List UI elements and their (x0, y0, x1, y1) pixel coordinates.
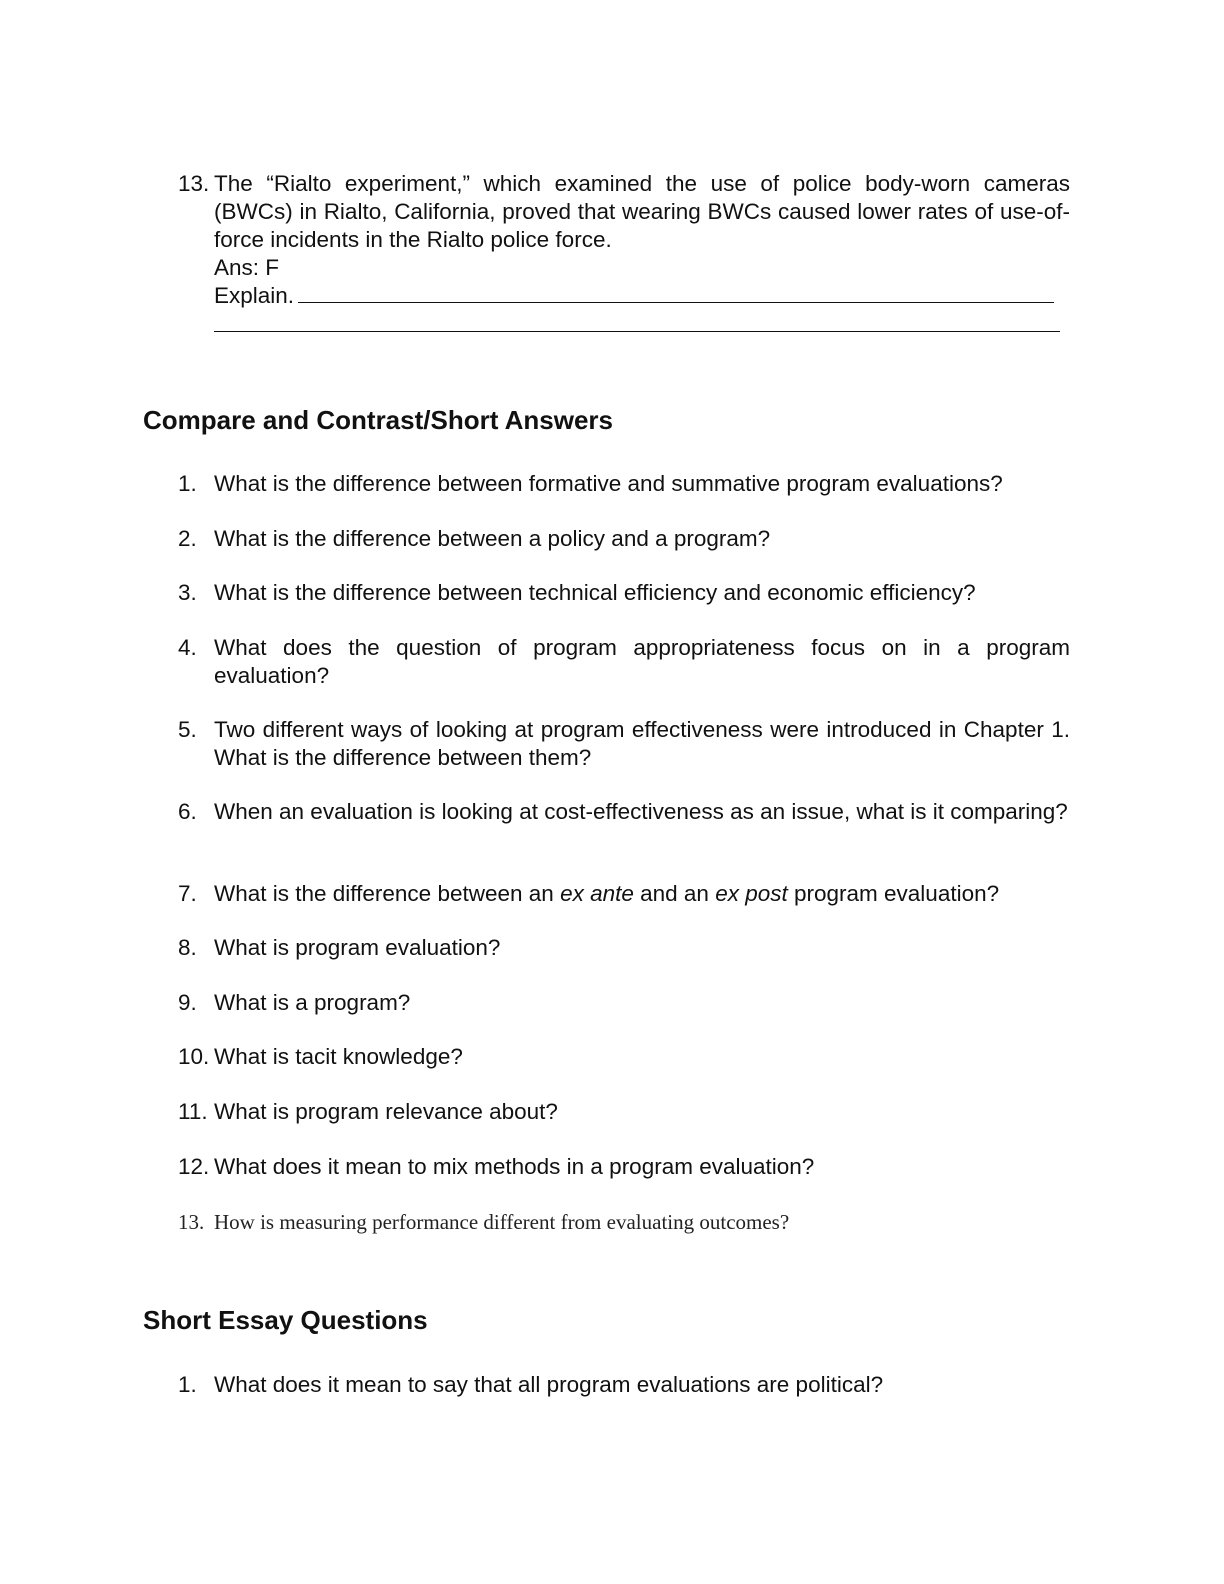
section-heading-essay: Short Essay Questions (143, 1305, 428, 1335)
text-segment: program evaluation? (787, 881, 1000, 906)
list-item-number: 5. (178, 717, 197, 742)
list-item (178, 1098, 1070, 1126)
list-item (178, 634, 1070, 690)
text-segment: What is the difference between an (214, 881, 561, 906)
list-item-number: 6. (178, 799, 197, 824)
explain-label: Explain. (214, 283, 295, 308)
list-item (178, 525, 1070, 553)
list-item (178, 798, 1070, 826)
list-item-text: What is program relevance about? (214, 1099, 558, 1124)
list-item (178, 470, 1070, 498)
list-item (178, 1153, 1070, 1181)
list-item-text (214, 880, 1070, 908)
list-item-number: 1. (178, 471, 197, 496)
question-text: The “Rialto experiment,” which examined the use of police body-worn cameras (BWCs) in Rialto, California, proved that wearing BWCs caused lower rates of use-of-force incidents in the Rialto police force. (214, 171, 1070, 252)
list-item-number: 3. (178, 580, 197, 605)
italic-term: ex ante (560, 881, 634, 906)
list-item-text: What does it mean to say that all program evaluations are political? (214, 1372, 884, 1397)
list-item (178, 579, 1070, 607)
explain-blank-line-2 (214, 331, 1060, 332)
list-item-text: What is the difference between formative and summative program evaluations? (214, 471, 1003, 496)
explain-row (214, 282, 1070, 310)
list-item (178, 880, 1070, 908)
list-item-text: What is the difference between a policy and a program? (214, 526, 771, 551)
list-item-text: Two different ways of looking at program effectiveness were introduced in Chapter 1. What is the difference between them? (214, 717, 1070, 770)
list-item-text: What does the question of program appropriateness focus on in a program evaluation? (214, 635, 1070, 688)
answer-text: Ans: F (214, 255, 280, 280)
list-item-number: 2. (178, 526, 197, 551)
list-item-text: What is tacit knowledge? (214, 1044, 463, 1069)
explain-blank-line (298, 282, 1054, 303)
list-item-text: How is measuring performance different from evaluating outcomes? (214, 1210, 790, 1234)
list-item-number: 13. (178, 1210, 205, 1234)
list-item (178, 934, 1070, 962)
list-item-number: 9. (178, 990, 197, 1015)
section-heading-compare: Compare and Contrast/Short Answers (143, 405, 614, 435)
text-segment: and an (633, 881, 716, 906)
list-item (178, 989, 1070, 1017)
question-number: 13. (178, 171, 210, 196)
list-item-number: 11. (178, 1099, 208, 1124)
list-item-text: What does it mean to mix methods in a program evaluation? (214, 1154, 815, 1179)
list-item-number: 8. (178, 935, 197, 960)
list-item (178, 716, 1070, 772)
list-item-text: What is the difference between technical efficiency and economic efficiency? (214, 580, 976, 605)
list-item-text: When an evaluation is looking at cost-effectiveness as an issue, what is it comparing? (214, 799, 1068, 824)
list-item-number: 10. (178, 1044, 210, 1069)
list-item-text: What is a program? (214, 990, 411, 1015)
italic-term: ex post (715, 881, 788, 906)
list-item-number: 7. (178, 881, 197, 906)
list-item (178, 1371, 1070, 1399)
list-item-text: What is program evaluation? (214, 935, 501, 960)
list-item-number: 12. (178, 1154, 210, 1179)
list-item (178, 1043, 1070, 1071)
list-item-number: 4. (178, 635, 197, 660)
question-13 (178, 170, 1070, 310)
list-item-number: 1. (178, 1372, 197, 1397)
list-item (178, 1208, 1070, 1236)
